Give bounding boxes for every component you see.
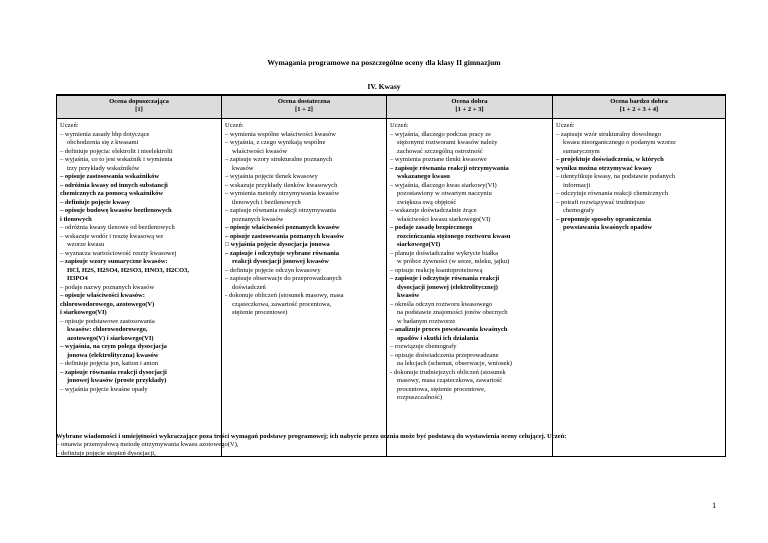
requirements-table (56, 94, 726, 457)
section-title: IV. Kwasy (367, 82, 401, 91)
column-cell: Uczeń: – wymienia wspólne właściwości kwasów – wyjaśnia, z czego wynikają wspólne właściwości kwasów – zapisuje wzory strukturalne poznanych kwasów – wyjaśnia pojęcie tlenek kwasowy – wskazuje przykłady tlenków kwasowych – wymienia metody otrzymywania kwasów tlenowych i beztlenowych – zapisuje równania reakcji otrzymywania poznanych kwasów – opisuje właściwości poznanych kwasów – opisuje zastosowania poznanych kwasów □ wyjaśnia pojęcie dysocjacja jonowa – zapisuje i odczytuje wybrane równania reakcji dysocjacji jonowej kwasów – definiuje pojęcie odczyn kwasowy – zapisuje obserwacje do przeprowadzanych doświadczeń - dokonuje obliczeń (stosunek masowy, masa cząsteczkowa, zawartość procentowa, stężenie procentowe) (222, 119, 387, 457)
column-header: Ocena bardzo dobra [1 + 2 + 3 + 4] (553, 95, 726, 119)
column-header: Ocena dopuszczająca [1] (57, 95, 222, 119)
column-cell: Uczeń: – zapisuje wzór strukturalny dowolnego kwasu nieorganicznego o podanym wzorze sumarycznym – projektuje doświadczenia, w których wyniku można otrzymywać kwasy – identyfikuje kwasy, na podstawie podanych informacji – odczytuje równania reakcji chemicznych – potrafi rozwiązywać trudniejsze chemografy – proponuje sposoby ograniczenia powstawania kwaśnych opadów (553, 119, 726, 457)
column-header: Ocena dostateczna [1 + 2] (222, 95, 387, 119)
table-header-row (57, 95, 726, 119)
footer-heading: Wybrane wiadomości i umiejętności wykraczające poza treści wymagań podstawy programowej; ich nabycie przez ucznia może być podstawą do wystawienia oceny celującej. Uczeń: (56, 433, 567, 440)
column-cell: Uczeń: – wyjaśnia, dlaczego podczas pracy ze stężonymi roztworami kwasów należy zachować szczególną ostrożność – wymienia poznane tlenki kwasowe – zapisuje równania reakcji otrzymywania wskazanego kwasu – wyjaśnia, dlaczego kwas siarkowy(VI) pozostawiony w otwartym naczyniu zwiększa swą objętość – wskazuje doświadczalnie żrące właściwości kwasu siarkowego(VI) – podaje zasadę bezpiecznego rozcieńczania stężonego roztworu kwasu siarkowego(VI) – planuje doświadczalne wykrycie białka w próbce żywności (w serze, mleku, jajku) – opisuje reakcję ksantoproteinową – zapisuje i odczytuje równania reakcji dysocjacji jonowej (elektrolitycznej) kwasów – określa odczyn roztworu kwasowego na podstawie znajomości jonów obecnych w badanym roztworze – analizuje proces powstawania kwaśnych opadów i skutki ich działania – rozwiązuje chemografy – opisuje doświadczenia przeprowadzane na lekcjach (schemat, obserwacje, wniosek) - dokonuje trudniejszych obliczeń (stosunek masowy, masa cząsteczkowa, zawartość procentowa, stężenie procentowe, rozpuszczalność) (387, 119, 553, 457)
column-cell: Uczeń: – wymienia zasady bhp dotyczące obchodzenia się z kwasami – definiuje pojęcia: elektrolit i nieelektrolit – wyjaśnia, co to jest wskaźnik i wymienia trzy przykłady wskaźników – opisuje zastosowania wskaźników – odróżnia kwasy od innych substancji chemicznych za pomocą wskaźników – definiuje pojęcie kwasy – opisuje budowę kwasów beztlenowych i tlenowych – odróżnia kwasy tlenowe od beztlenowych – wskazuje wodór i resztę kwasową we wzorze kwasu – wyznacza wartościowość reszty kwasowej – zapisuje wzory sumaryczne kwasów: HCl, H2S, H2SO4, H2SO3, HNO3, H2CO3, H3PO4 – podaje nazwy poznanych kwasów – opisuje właściwości kwasów: chlorowodorowego, azotowego(V) i siarkowego(VI) – opisuje podstawowe zastosowania kwasów: chlorowodorowego, azotowego(V) i siarkowego(VI) – wyjaśnia, na czym polega dysocjacja jonowa (elektrolityczna) kwasów – definiuje pojęcia jon, kation i anion – zapisuje równania reakcji dysocjacji jonowej kwasów (proste przykłady) – wyjaśnia pojęcie kwaśne opady (57, 119, 222, 457)
column-header: Ocena dobra [1 + 2 + 3] (387, 95, 553, 119)
table-row (57, 119, 726, 457)
page-number: 1 (712, 500, 717, 510)
footer-item: – omawia przemysłową metodę otrzymywania kwasu azotowego(V), (56, 441, 239, 449)
footer-item: – definiuje pojęcie stopień dysocjacji, (56, 449, 156, 457)
footer (56, 433, 736, 458)
page-title: Wymagania programowe na poszczególne oceny dla klasy II gimnazjum (267, 58, 501, 67)
